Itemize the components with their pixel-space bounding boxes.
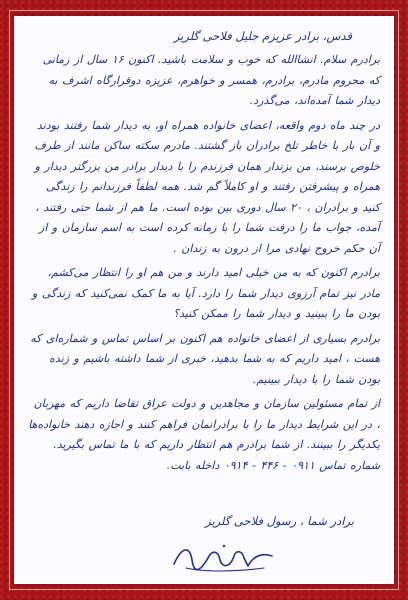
letter-paragraph: برادرم اکنون که به من خیلی امید دارند و من هم او را انتظار می‌کشم، مادر نیز تمام آرزوی دیدار شما را دارد. آیا به ما کمک نمی‌کنید که زندگی و بودن ما را ببینید و دیدار شما را ممکن کنید؟	[32, 266, 380, 320]
letter-signoff: برادر شما ، رسول فلاحی گلریز	[205, 514, 354, 528]
letter-paper	[14, 16, 394, 584]
letter-salutation: قدس، برادر عزیزم جلیل فلاحی گلریز	[173, 29, 352, 43]
letter-paragraph: برادرم بسیاری از اعضای خانواده هم اکنون بر اساس تماس و شماره‌ای که هست ، امید داریم که به شما بدهید، خبری از شما داشته باشیم و زنده بودن شما را با دیدار ببینیم.	[30, 331, 380, 386]
letter-paragraph: برادرم سلام. انشاالله که خوب و سلامت باشید. اکنون ۱۶ سال از زمانی که محروم مادرم، برادرم، همسر و خواهرم، عزیزه دوقرارگاه اشرف به دیدار شما آمده‌اند، می‌گذرد.	[42, 53, 380, 107]
letter-body	[28, 26, 380, 480]
handwritten-signature	[164, 538, 284, 578]
letter-paragraph: در چند ماه دوم واقعه، اعضای خانواده همراه او، به دیدار شما رفتند بودند و آن بار با خاطر تلخ برادران باز گشتند. مادرم سکته ساکن مانند از طرف خلوص برسند، من بزندار همان فرزندم را با دیدار برادر من بزرگتر دیدار و همراه و پیشرفتن رفتند و او کاملاً گم شد. همه لطفاً فرزندانم را زندگی کنید و برادران ، ۲۰ سال دوری بین بوده است. ما هم از شما حتی رفتند ، آمده، جواب ما را درفت شما را با زمانه کرده است به اسم سازمان و از آن حکم خروج نهادی مرا از درون به زندان .	[34, 118, 380, 255]
letter-paragraph: از تمام مسئولین سازمان و مجاهدین و دولت عراق تقاضا داریم که مهربان ، در این شرایط دیدار ما را با برادرانمان فراهم کنند و اجازه دهند خانواده‌ها یکدیگر را ببینند. از شما برادرم هم انتظار داریم که با ما تماس بگیرید. شماره تماس ۰۹۱۱ - ۴۴۶ - ۰۹۱۴ داخله بابت.	[28, 397, 380, 472]
